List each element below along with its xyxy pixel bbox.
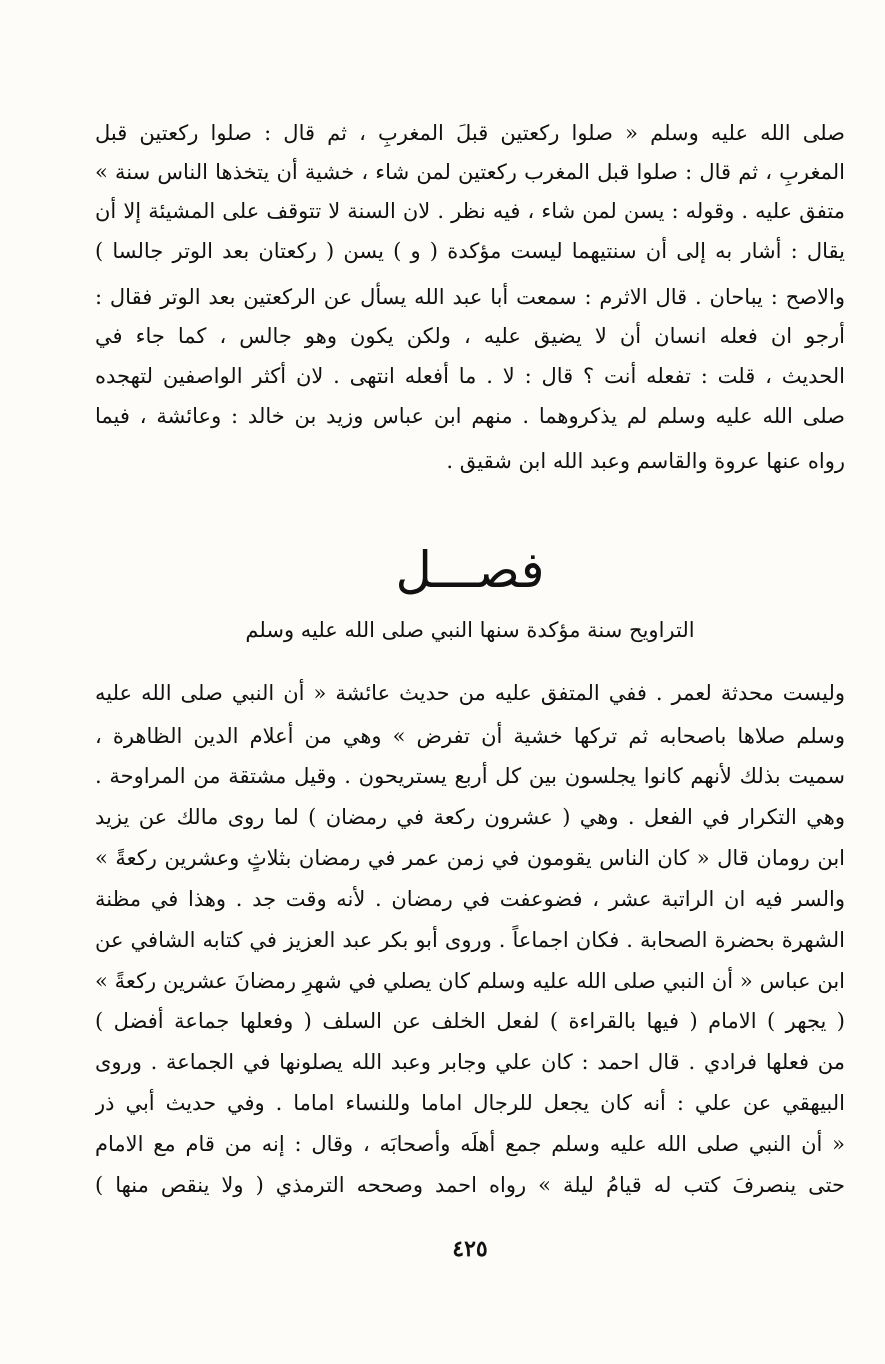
book-page — [95, 0, 845, 1364]
text-line: البيهقي عن علي : أنه كان يجعل للرجال اماما وللنساء اماما . وفي حديث أبي ذر — [95, 1091, 845, 1115]
text-line: ابن رومان قال « كان الناس يقومون في زمن عمر في رمضان بثلاثٍ وعشرين ركعةً » — [95, 846, 845, 870]
section-subheading: التراويح سنة مؤكدة سنها النبي صلى الله عليه وسلم — [245, 618, 695, 642]
text-line: « أن النبي صلى الله عليه وسلم جمع أهلَه وأصحابَه ، وقال : إنه من قام مع الامام — [95, 1132, 845, 1156]
text-line: والسر فيه ان الراتبة عشر ، فضوعفت في رمضان . لأنه وقت جد . وهذا في مظنة — [95, 887, 845, 911]
text-line: متفق عليه . وقوله : يسن لمن شاء ، فيه نظر . لان السنة لا تتوقف على المشيئة إلا أن — [95, 199, 845, 223]
text-line: المغربِ ، ثم قال : صلوا قبل المغرب ركعتين لمن شاء ، خشية أن يتخذها الناس سنة » — [95, 160, 845, 184]
text-line: وليست محدثة لعمر . ففي المتفق عليه من حديث عائشة « أن النبي صلى الله عليه — [95, 681, 845, 705]
text-line: والاصح : يباحان . قال الاثرم : سمعت أبا عبد الله يسأل عن الركعتين بعد الوتر فقال : — [95, 285, 845, 309]
text-line: ( يجهر ) الامام ( فيها بالقراءة ) لفعل الخلف عن السلف ( وفعلها جماعة أفضل ) — [95, 1009, 845, 1033]
text-line: سميت بذلك لأنهم كانوا يجلسون بين كل أربع يستريحون . وقيل مشتقة من المراوحة . — [95, 764, 845, 788]
text-line: يقال : أشار به إلى أن سنتيهما ليست مؤكدة ( و ) يسن ( ركعتان بعد الوتر جالسا ) — [95, 239, 845, 263]
section-heading: فصـــل — [395, 541, 545, 599]
text-line: وسلم صلاها باصحابه ثم تركها خشية أن تفرض » وهي من أعلام الدين الظاهرة ، — [95, 724, 845, 748]
text-line: من فعلها فرادي . قال احمد : كان علي وجابر وعبد الله يصلونها في الجماعة . وروى — [95, 1050, 845, 1074]
text-line: حتى ينصرفَ كتب له قيامُ ليلة » رواه احمد وصححه الترمذي ( ولا ينقص منها ) — [95, 1173, 845, 1197]
text-line: صلى الله عليه وسلم « صلوا ركعتين قبلَ المغربِ ، ثم قال : صلوا ركعتين قبل — [95, 121, 845, 145]
text-line: ابن عباس « أن النبي صلى الله عليه وسلم كان يصلي في شهرِ رمضانَ عشرين ركعةً » — [95, 969, 845, 993]
text-line: الشهرة بحضرة الصحابة . فكان اجماعاً . وروى أبو بكر عبد العزيز في كتابه الشافي عن — [95, 928, 845, 952]
text-line: أرجو ان فعله انسان أن لا يضيق عليه ، ولكن يكون وهو جالس ، كما جاء في — [95, 324, 845, 348]
text-line: الحديث ، قلت : تفعله أنت ؟ قال : لا . ما أفعله انتهى . لان أكثر الواصفين لتهجده — [95, 364, 845, 388]
text-line: صلى الله عليه وسلم لم يذكروهما . منهم ابن عباس وزيد بن خالد : وعائشة ، فيما — [95, 404, 845, 428]
text-line: رواه عنها عروة والقاسم وعبد الله ابن شقيق . — [446, 449, 845, 473]
text-line: وهي التكرار في الفعل . وهي ( عشرون ركعة في رمضان ) لما روى مالك عن يزيد — [95, 805, 845, 829]
page-number: ٤٢٥ — [452, 1236, 488, 1262]
